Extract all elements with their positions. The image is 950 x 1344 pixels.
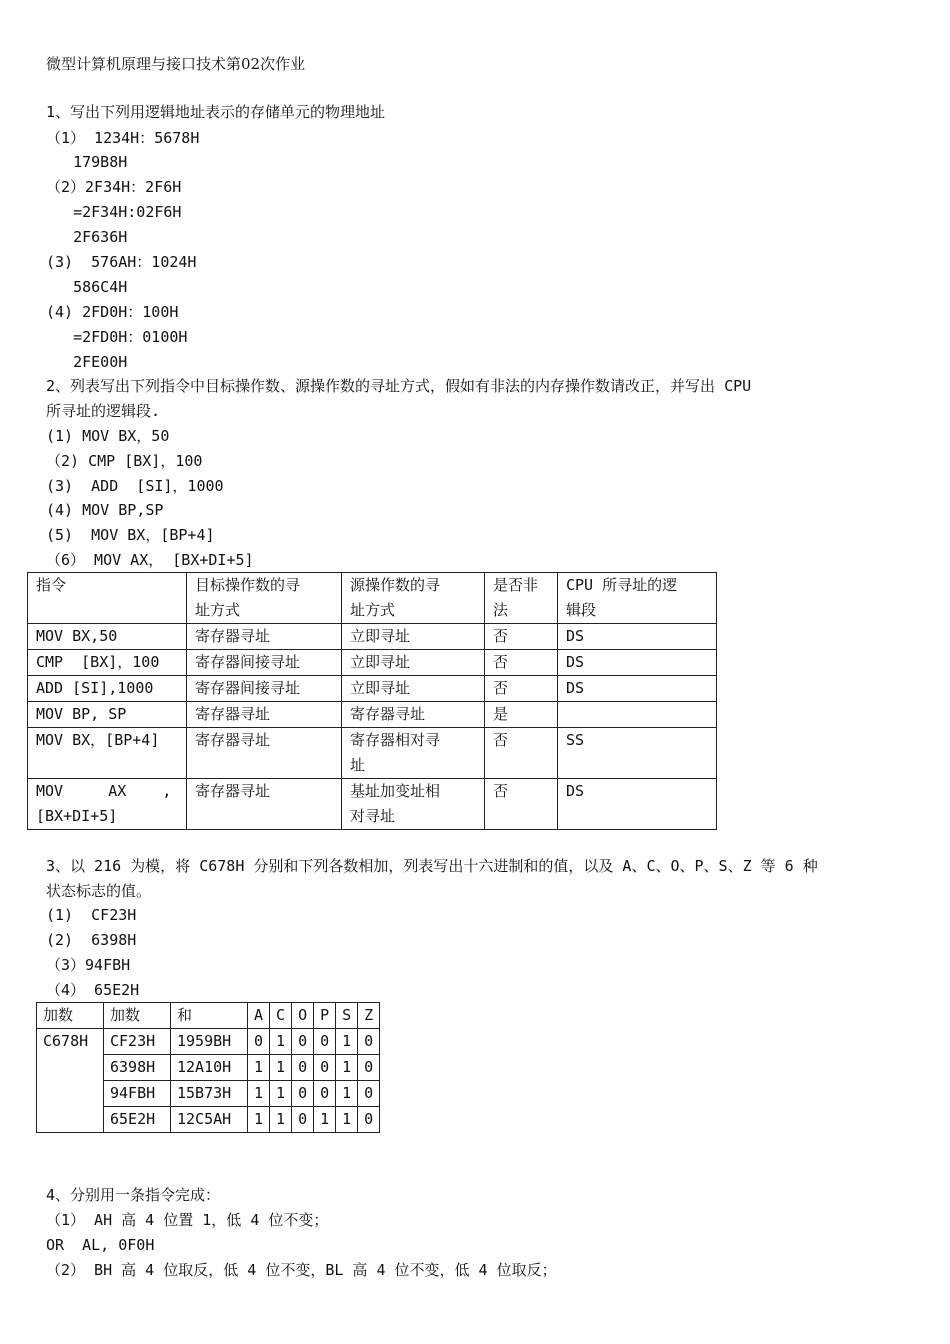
table-cell: 否 <box>485 728 558 779</box>
table-cell: DS <box>558 779 717 830</box>
table-cell: 立即寻址 <box>342 624 485 650</box>
q2-line: (4) MOV BP,SP <box>46 501 164 519</box>
header-cell: O <box>292 1003 314 1029</box>
table-cell: 0 <box>248 1029 270 1055</box>
header-cell: 和 <box>171 1003 248 1029</box>
table-cell: ADD [SI],1000 <box>28 676 187 702</box>
table-cell: 1 <box>336 1107 358 1133</box>
q1-line: (3) 576AH：1024H <box>46 253 197 271</box>
table-cell: 基址加变址相 对寻址 <box>342 779 485 830</box>
q4-line: （2） BH 高 4 位取反，低 4 位不变，BL 高 4 位不变，低 4 位取反； <box>46 1261 557 1279</box>
table-cell: 是 <box>485 702 558 728</box>
q3-line: (1) CF23H <box>46 906 137 924</box>
table-cell: 寄存器间接寻址 <box>187 650 342 676</box>
table-cell: 1 <box>314 1107 336 1133</box>
table-cell: 94FBH <box>104 1081 171 1107</box>
table-cell <box>558 702 717 728</box>
q2-heading-cont: 所寻址的逻辑段. <box>46 402 161 420</box>
table-row <box>37 1029 380 1055</box>
header-cell: P <box>314 1003 336 1029</box>
table-cell: 0 <box>314 1029 336 1055</box>
table-cell: 立即寻址 <box>342 650 485 676</box>
q1-line: 2F636H <box>46 228 128 246</box>
header-cell: CPU 所寻址的逻 辑段 <box>558 573 717 624</box>
table-row <box>28 702 717 728</box>
table-cell: 12C5AH <box>171 1107 248 1133</box>
first-addend-cell: C678H <box>37 1029 104 1133</box>
q3-heading-cont: 状态标志的值。 <box>46 882 152 900</box>
table-cell: DS <box>558 676 717 702</box>
q4-line: OR AL, 0F0H <box>46 1236 155 1254</box>
header-cell: A <box>248 1003 270 1029</box>
table-row <box>28 728 717 779</box>
table-cell: 0 <box>358 1107 380 1133</box>
table-cell: 0 <box>292 1055 314 1081</box>
table-cell: CF23H <box>104 1029 171 1055</box>
q1-line: （1） 1234H：5678H <box>46 129 200 147</box>
q1-line: =2FD0H：0100H <box>46 328 188 346</box>
flags-table <box>36 1002 380 1133</box>
table-cell: 1 <box>248 1081 270 1107</box>
table-cell: MOV AX , [BX+DI+5] <box>28 779 187 830</box>
table-cell: MOV BX，[BP+4] <box>28 728 187 779</box>
table-cell: 寄存器相对寻 址 <box>342 728 485 779</box>
table-cell: 15B73H <box>171 1081 248 1107</box>
table-cell: 寄存器寻址 <box>187 728 342 779</box>
q3-line: （3）94FBH <box>46 956 131 974</box>
table-cell: 65E2H <box>104 1107 171 1133</box>
q1-heading: 1、写出下列用逻辑地址表示的存储单元的物理地址 <box>46 103 386 121</box>
header-cell: 目标操作数的寻 址方式 <box>187 573 342 624</box>
table-cell: DS <box>558 650 717 676</box>
q2-line: (1) MOV BX，50 <box>46 427 170 445</box>
table-cell: 6398H <box>104 1055 171 1081</box>
addressing-mode-table <box>27 572 717 830</box>
header-cell: 源操作数的寻 址方式 <box>342 573 485 624</box>
q4-heading: 4、分别用一条指令完成： <box>46 1186 221 1204</box>
table-cell: 0 <box>358 1055 380 1081</box>
table-cell: CMP [BX]，100 <box>28 650 187 676</box>
header-cell: C <box>270 1003 292 1029</box>
table-cell: 寄存器寻址 <box>187 779 342 830</box>
table-header-row <box>28 573 717 624</box>
table-cell: 否 <box>485 779 558 830</box>
q1-line: 586C4H <box>46 278 128 296</box>
table-cell: 0 <box>292 1029 314 1055</box>
table-cell: 否 <box>485 650 558 676</box>
table-cell: 寄存器寻址 <box>187 624 342 650</box>
header-cell: 加数 <box>37 1003 104 1029</box>
table-cell: 0 <box>314 1055 336 1081</box>
table-cell: 0 <box>358 1029 380 1055</box>
table-cell: 1 <box>336 1055 358 1081</box>
table-cell: 1 <box>336 1029 358 1055</box>
table-cell: 1 <box>248 1107 270 1133</box>
table-cell: 否 <box>485 624 558 650</box>
table-cell: 0 <box>314 1081 336 1107</box>
q1-line: =2F34H:02F6H <box>46 203 182 221</box>
table-cell: MOV BX,50 <box>28 624 187 650</box>
table-cell: 寄存器间接寻址 <box>187 676 342 702</box>
header-cell: Z <box>358 1003 380 1029</box>
q1-line: 2FE00H <box>46 353 128 371</box>
q3-line: (2) 6398H <box>46 931 137 949</box>
table-cell: 0 <box>292 1107 314 1133</box>
table-cell: SS <box>558 728 717 779</box>
header-cell: S <box>336 1003 358 1029</box>
table-cell: 1 <box>270 1107 292 1133</box>
table-row <box>28 676 717 702</box>
q2-line: （2) CMP [BX]，100 <box>46 452 203 470</box>
table-row <box>28 650 717 676</box>
table-header-row <box>37 1003 380 1029</box>
table-cell: 否 <box>485 676 558 702</box>
table-cell: 1959BH <box>171 1029 248 1055</box>
table-cell: 0 <box>358 1081 380 1107</box>
table-cell: 寄存器寻址 <box>342 702 485 728</box>
table-cell: 0 <box>292 1081 314 1107</box>
table-cell: MOV BP, SP <box>28 702 187 728</box>
doc-title: 微型计算机原理与接口技术第02次作业 <box>46 55 306 73</box>
table-cell: 立即寻址 <box>342 676 485 702</box>
table-cell: 1 <box>336 1081 358 1107</box>
q1-line: 179B8H <box>46 153 128 171</box>
table-cell: 12A10H <box>171 1055 248 1081</box>
table-cell: 1 <box>248 1055 270 1081</box>
q1-line: （2）2F34H：2F6H <box>46 178 182 196</box>
table-row <box>28 779 717 830</box>
table-row <box>28 624 717 650</box>
q2-line: (3) ADD [SI]，1000 <box>46 477 224 495</box>
table-cell: 1 <box>270 1029 292 1055</box>
table-cell: 寄存器寻址 <box>187 702 342 728</box>
table-cell: 1 <box>270 1081 292 1107</box>
q4-line: （1） AH 高 4 位置 1，低 4 位不变； <box>46 1211 329 1229</box>
header-cell: 加数 <box>104 1003 171 1029</box>
header-cell: 是否非 法 <box>485 573 558 624</box>
q3-line: （4） 65E2H <box>46 981 140 999</box>
q2-line: （6） MOV AX， [BX+DI+5] <box>46 551 254 569</box>
table-cell: 1 <box>270 1055 292 1081</box>
q3-heading: 3、以 216 为模，将 C678H 分别和下列各数相加，列表写出十六进制和的值，以及 A、C、O、P、S、Z 等 6 种 <box>46 857 818 875</box>
header-cell: 指令 <box>28 573 187 624</box>
q2-heading: 2、列表写出下列指令中目标操作数、源操作数的寻址方式，假如有非法的内存操作数请改正，并写出 CPU <box>46 377 752 395</box>
table-cell: DS <box>558 624 717 650</box>
q2-line: (5) MOV BX，[BP+4] <box>46 526 215 544</box>
q1-line: (4) 2FD0H：100H <box>46 303 179 321</box>
